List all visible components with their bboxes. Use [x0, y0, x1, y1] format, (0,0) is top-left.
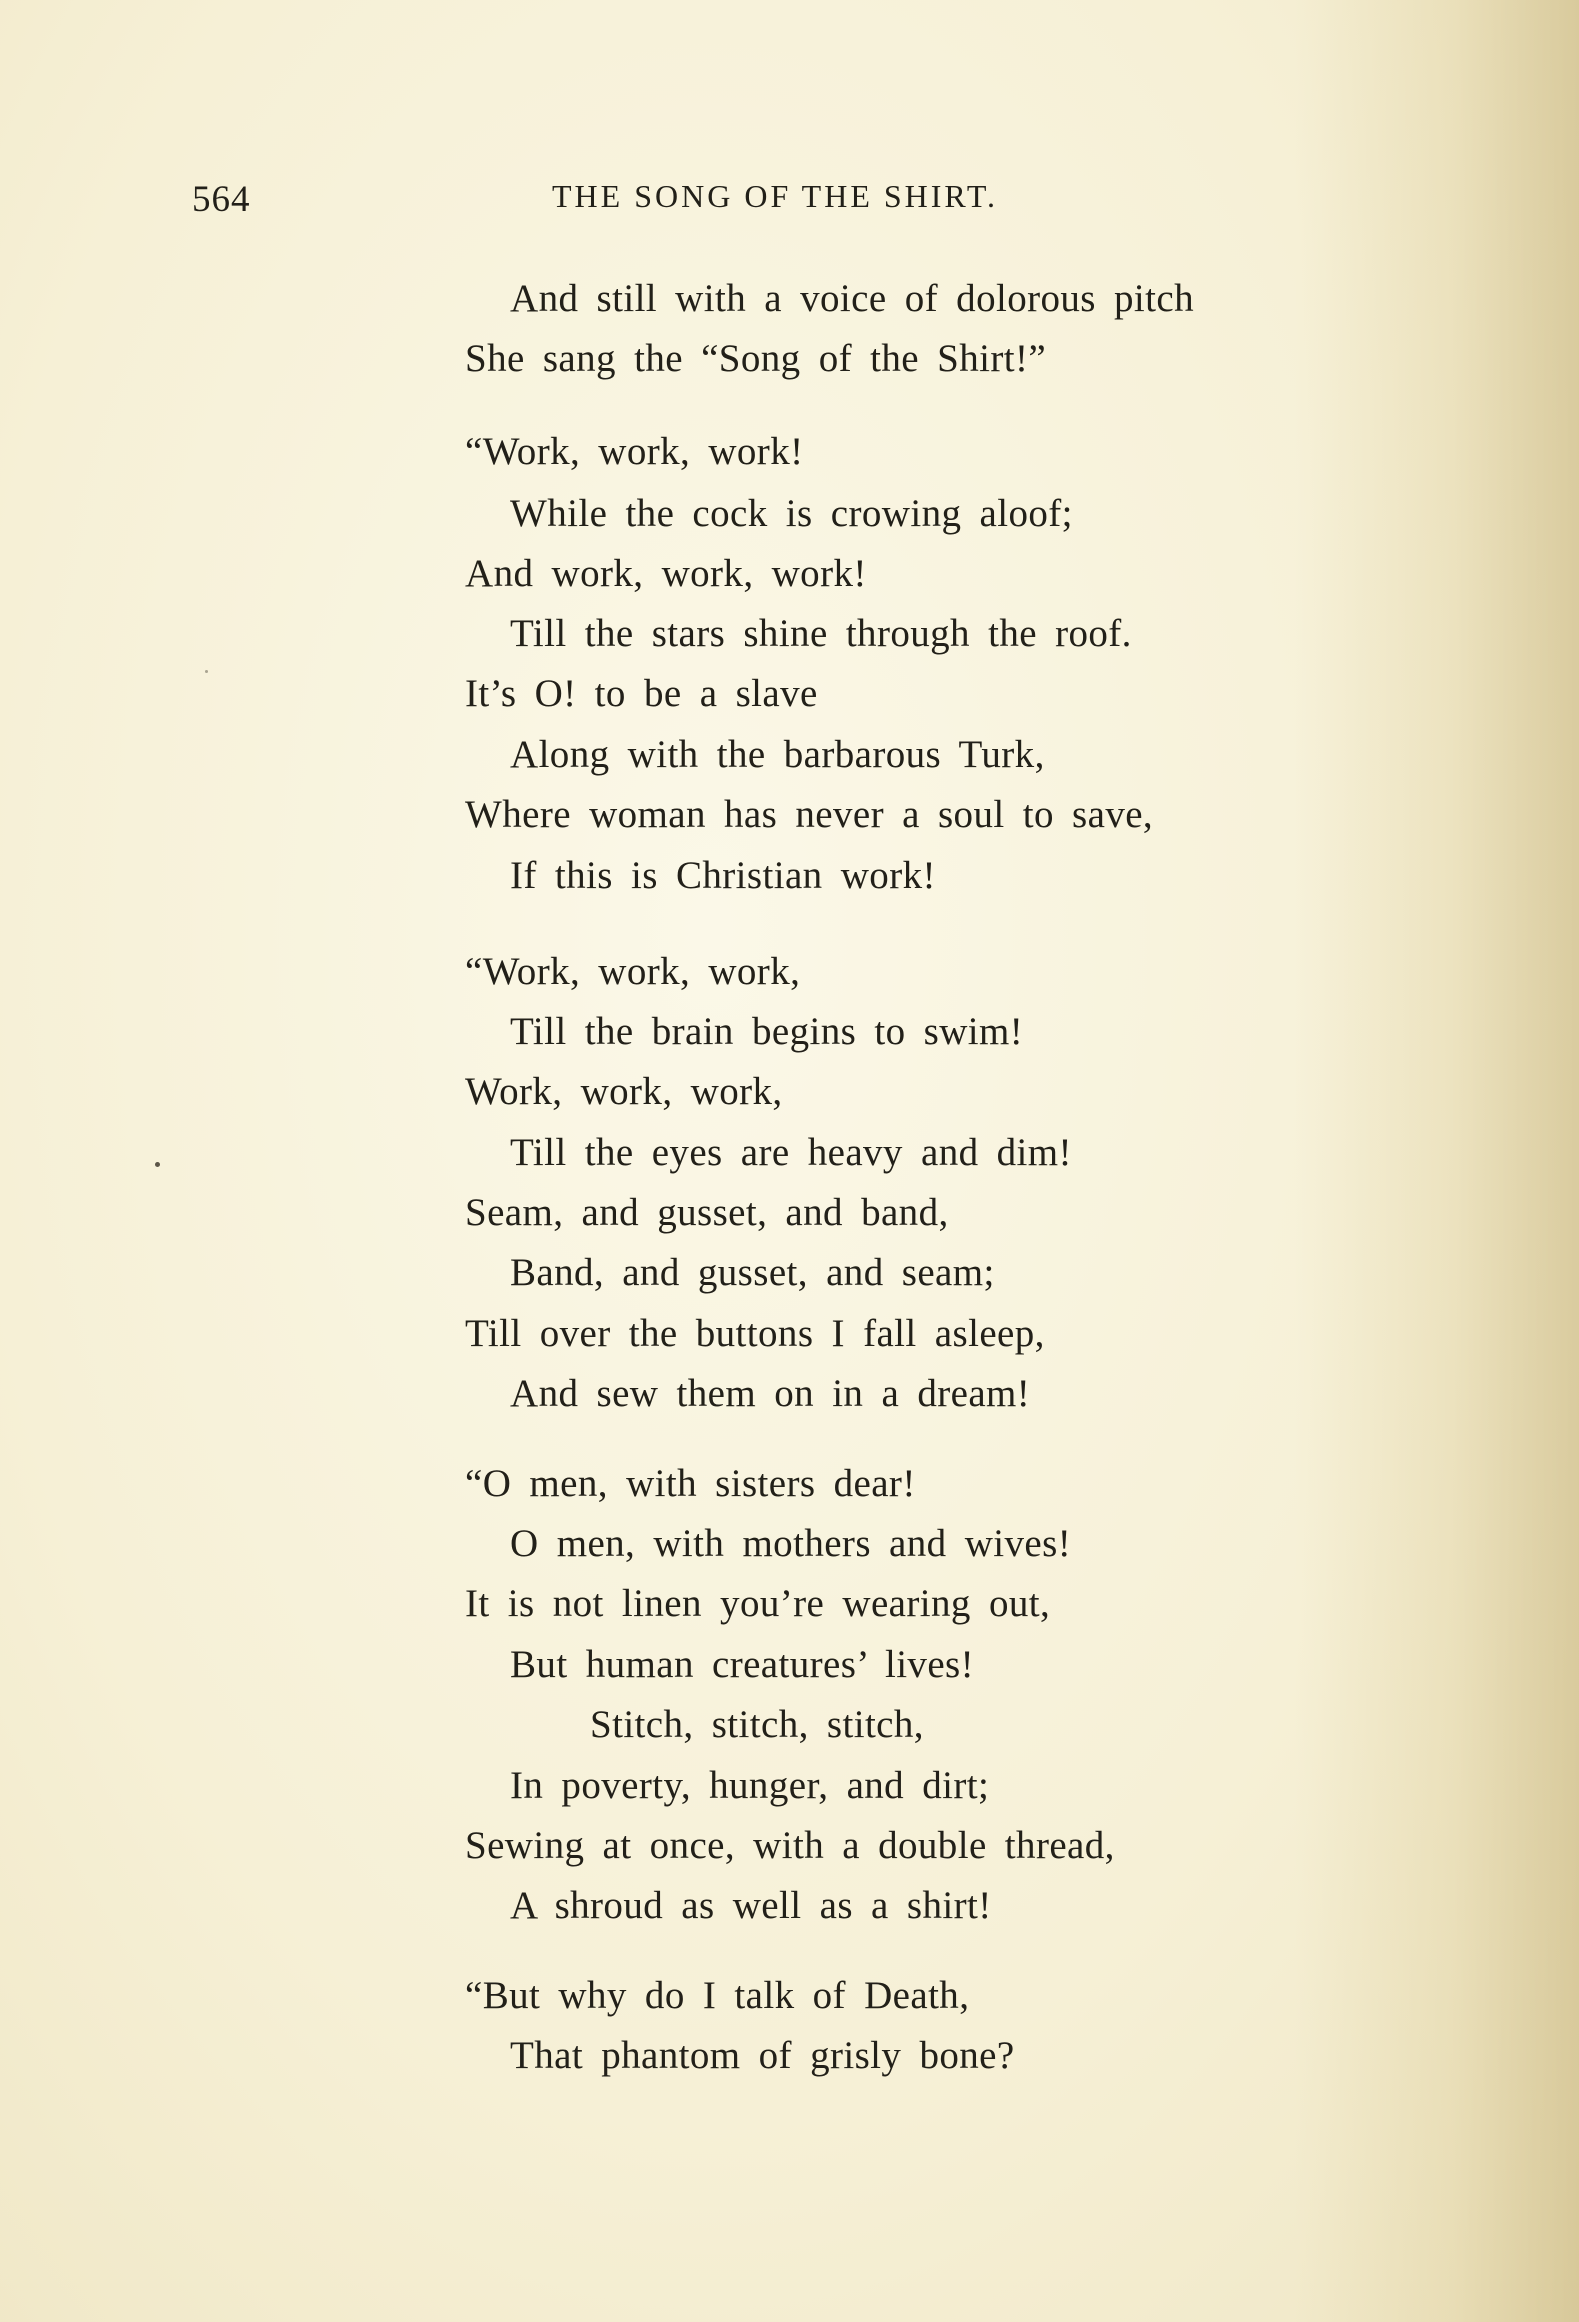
poem-line: Along with the barbarous Turk, [510, 733, 1045, 776]
page-number: 564 [192, 179, 251, 220]
poem-line: A shroud as well as a shirt! [510, 1884, 992, 1927]
poem-line: Band, and gusset, and seam; [510, 1251, 995, 1294]
poem-line: But human creatures’ lives! [510, 1643, 975, 1686]
poem-line: And still with a voice of dolorous pitch [510, 277, 1195, 320]
poem-line: Stitch, stitch, stitch, [590, 1703, 924, 1746]
poem-line: And work, work, work! [465, 552, 867, 595]
poem-line: “But why do I talk of Death, [465, 1974, 970, 2017]
poem-line: “O men, with sisters dear! [465, 1462, 916, 1505]
poem-line: And sew them on in a dream! [510, 1372, 1031, 1415]
poem-line: “Work, work, work! [465, 430, 804, 473]
poem-line: Till the brain begins to swim! [510, 1010, 1024, 1053]
poem-line: She sang the “Song of the Shirt!” [465, 337, 1047, 380]
poem-line: Till the stars shine through the roof. [510, 612, 1132, 655]
poem-line: That phantom of grisly bone? [510, 2034, 1015, 2077]
poem-line: Till over the buttons I fall asleep, [465, 1312, 1045, 1355]
poem-line: Seam, and gusset, and band, [465, 1191, 949, 1234]
running-title: THE SONG OF THE SHIRT. [552, 178, 999, 214]
poem-line: “Work, work, work, [465, 950, 801, 993]
ink-speck [155, 1162, 160, 1167]
poem-line: Till the eyes are heavy and dim! [510, 1131, 1072, 1174]
poem-line: Work, work, work, [465, 1070, 783, 1113]
poem-line: It’s O! to be a slave [465, 672, 818, 715]
poem-line: If this is Christian work! [510, 854, 936, 897]
poem-line: O men, with mothers and wives! [510, 1522, 1072, 1565]
poem-line: Sewing at once, with a double thread, [465, 1824, 1115, 1867]
poem-line: It is not linen you’re wearing out, [465, 1582, 1051, 1625]
poem-line: Where woman has never a soul to save, [465, 793, 1154, 836]
poem-line: In poverty, hunger, and dirt; [510, 1764, 990, 1807]
poem-line: While the cock is crowing aloof; [510, 492, 1073, 535]
ink-speck [205, 670, 208, 673]
